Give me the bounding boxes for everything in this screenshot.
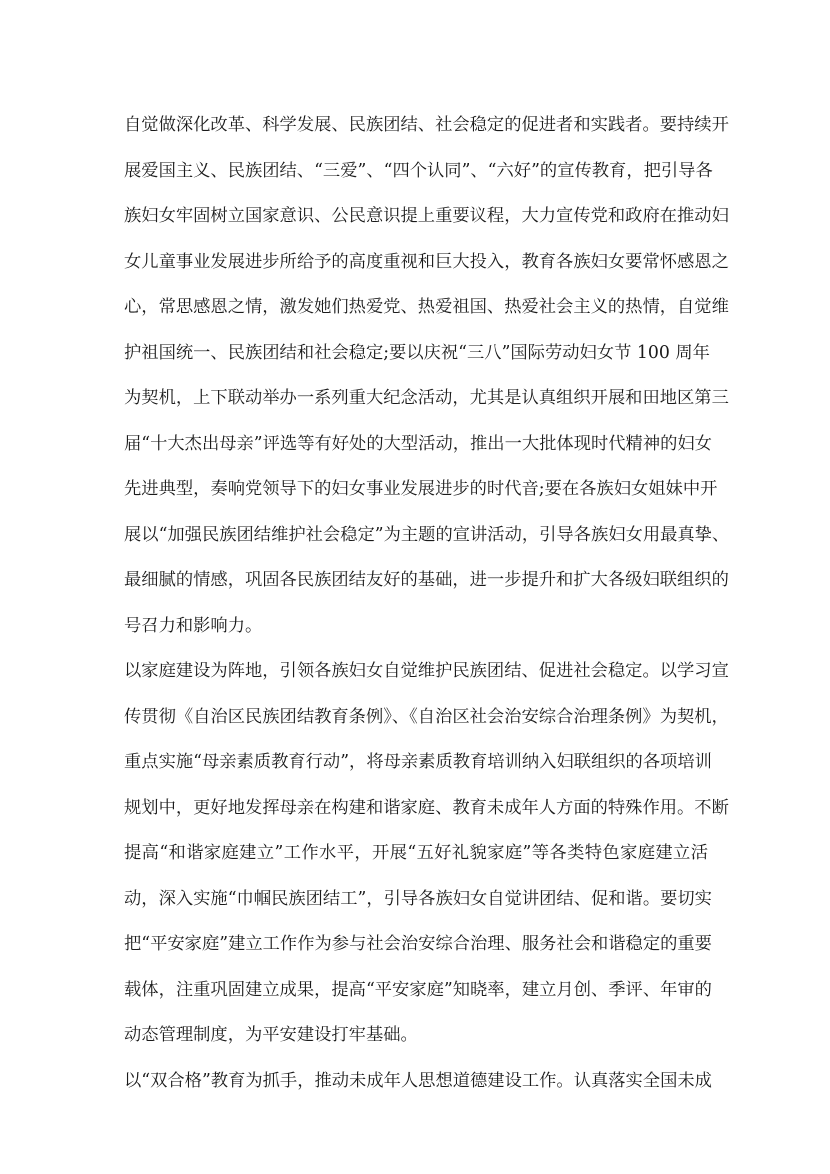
text-line: 为契机，上下联动举办一系列重大纪念活动，尤其是认真组织开展和田地区第三 [124, 388, 729, 408]
text-line: 把“平安家庭”建立工作作为参与社会治安综合治理、服务社会和谐稳定的重要 [124, 934, 712, 954]
document-body [124, 103, 730, 1104]
text-line: 提高“和谐家庭建立”工作水平，开展“五好礼貌家庭”等各类特色家庭建立活 [124, 843, 708, 863]
text-line: 心，常思感恩之情，激发她们热爱党、热爱祖国、热爱社会主义的热情，自觉维 [124, 297, 729, 317]
text-line: 最细腻的情感，巩固各民族团结友好的基础，进一步提升和扩大各级妇联组织的 [124, 570, 729, 590]
text-line: 展以“加强民族团结维护社会稳定”为主题的宣讲活动，引导各族妇女用最真挚、 [124, 524, 730, 545]
text-line: 族妇女牢固树立国家意识、公民意识提上重要议程，大力宣传党和政府在推动妇 [124, 206, 729, 226]
text-line: 动态管理制度，为平安建设打牢基础。 [124, 1025, 418, 1045]
text-line: 以家庭建设为阵地，引领各族妇女自觉维护民族团结、促进社会稳定。以学习宣 [124, 661, 729, 681]
text-line: 展爱国主义、民族团结、“三爱”、“四个认同”、“六好”的宣传教育，把引导各 [124, 160, 713, 181]
text-line: 号召力和影响力。 [124, 615, 263, 636]
text-line: 女儿童事业发展进步所给予的高度重视和巨大投入，教育各族妇女要常怀感恩之 [124, 251, 729, 272]
text-line: 规划中，更好地发挥母亲在构建和谐家庭、教育未成年人方面的特殊作用。不断 [124, 797, 729, 818]
text-line: 自觉做深化改革、科学发展、民族团结、社会稳定的促进者和实践者。要持续开 [124, 115, 729, 135]
text-line: 以“双合格”教育为抓手，推动未成年人思想道德建设工作。认真落实全国未成 [124, 1070, 712, 1091]
text-line: 先进典型，奏响党领导下的妇女事业发展进步的时代音;要在各族妇女姐妹中开 [124, 479, 718, 499]
text-line: 动，深入实施“巾帼民族团结工”，引导各族妇女自觉讲团结、促和谐。要切实 [124, 888, 712, 909]
text-line: 届“十大杰出母亲”评选等有好处的大型活动，推出一大批体现时代精神的妇女 [124, 433, 712, 454]
text-line: 护祖国统一、民族团结和社会稳定;要以庆祝“三八”国际劳动妇女节 100 周年 [124, 342, 710, 363]
text-line: 重点实施“母亲素质教育行动”，将母亲素质教育培训纳入妇联组织的各项培训 [124, 752, 712, 772]
text-line: 传贯彻《自治区民族团结教育条例》、《自治区社会治安综合治理条例》为契机， [124, 706, 729, 727]
text-line: 载体，注重巩固建立成果，提高“平安家庭”知晓率，建立月创、季评、年审的 [124, 979, 712, 1000]
